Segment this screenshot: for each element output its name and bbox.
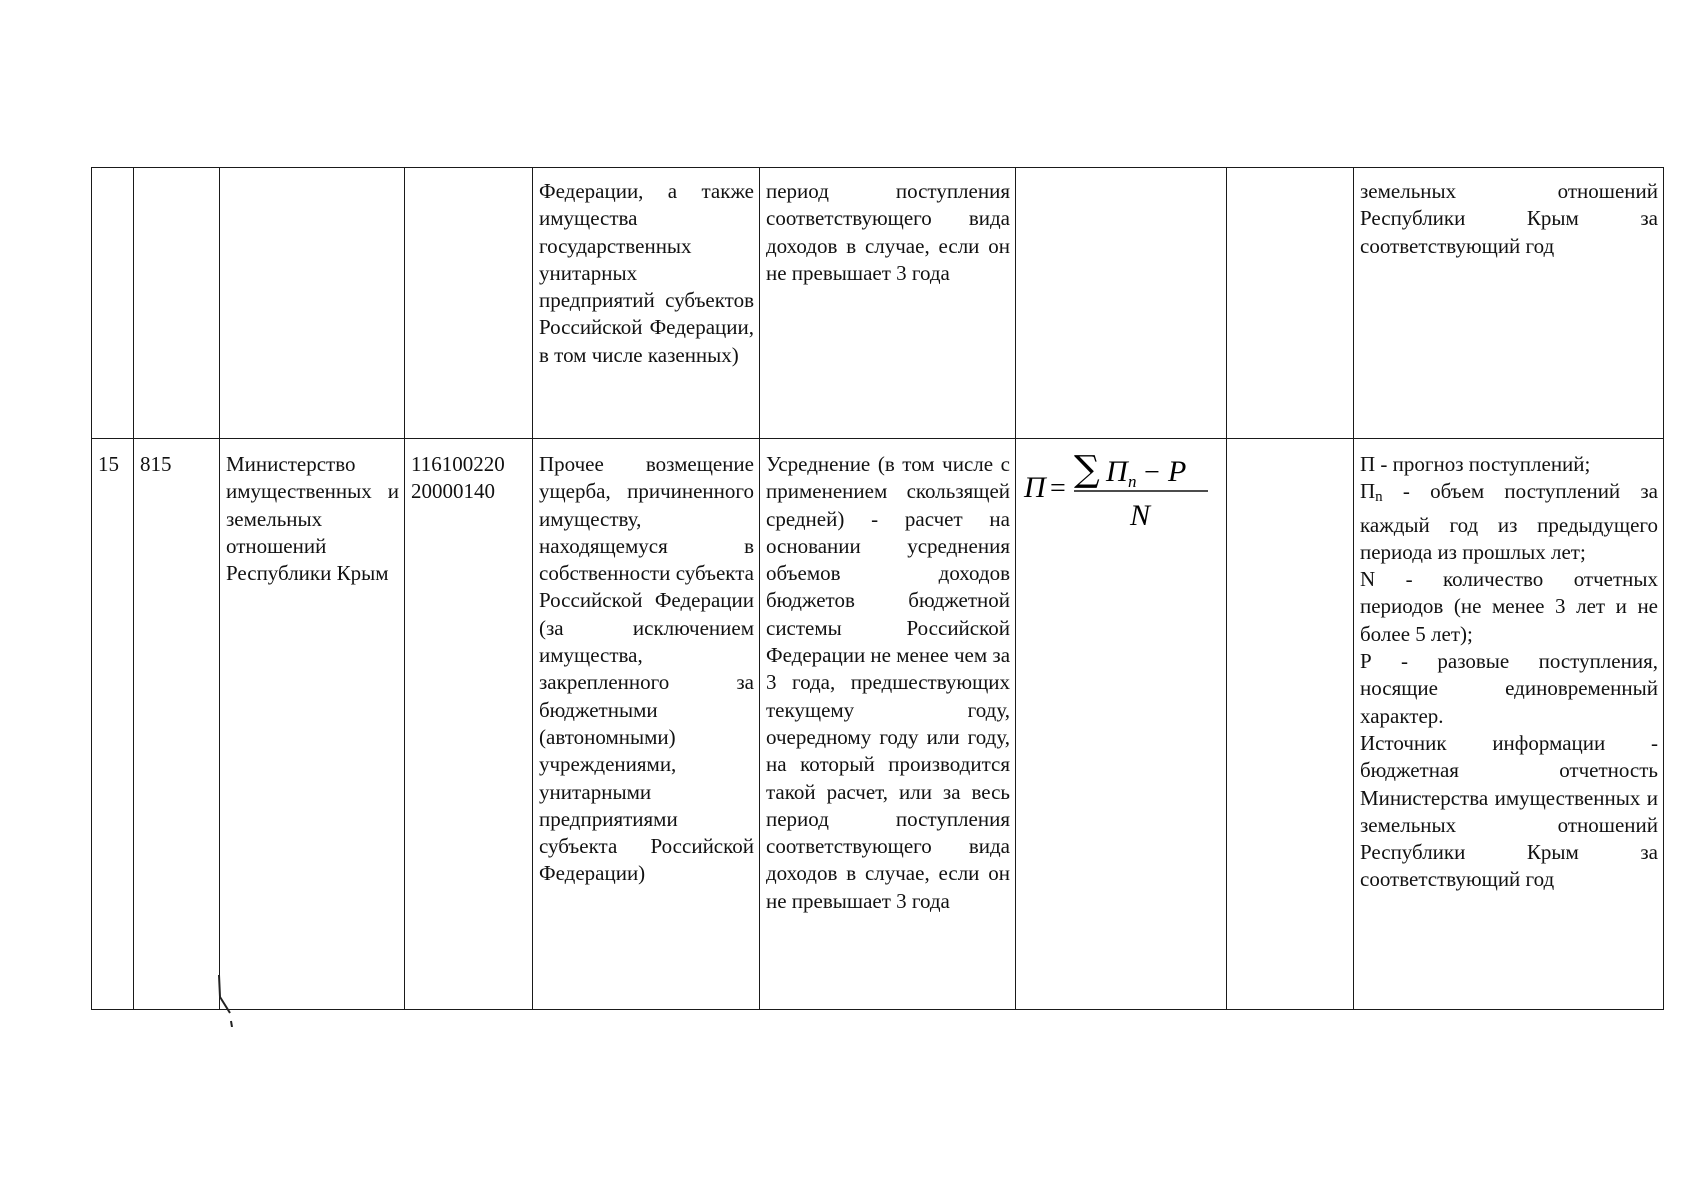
formula-cell <box>1016 439 1227 1010</box>
cell-admin-code <box>134 168 220 439</box>
kbk-code-part1: 116100220 <box>411 452 505 476</box>
cell-income-name <box>533 168 760 439</box>
pen-mark <box>216 975 238 1027</box>
cell-formula <box>1016 168 1227 439</box>
formula-minus: − <box>1144 457 1160 488</box>
legend-forecast: П - прогноз поступлений; <box>1360 452 1591 476</box>
kbk-code <box>405 439 533 1010</box>
cell-admin-name <box>220 168 405 439</box>
method-text: период поступления соответствующего вида доходов в случае, если он не превышает 3 года <box>766 179 1010 285</box>
formula-denominator: N <box>1130 499 1151 532</box>
formula-equals: = <box>1050 473 1066 504</box>
admin-code: 815 <box>134 439 220 1010</box>
formula-subscript: n <box>1128 472 1137 491</box>
row-number: 15 <box>92 439 134 1010</box>
formula-legend <box>1354 439 1664 1010</box>
income-name: Прочее возмещение ущерба, причиненного имуществу, находящемуся в собственности субъекта Российской Федерации (за исключением имущества, закрепленного за бюджетными (автономными) учреждениями, унитарными предприятиями субъекта Российской Федерации) <box>533 439 760 1010</box>
cell-kbk <box>405 168 533 439</box>
cell-extra-15 <box>1227 439 1354 1010</box>
legend-source: Источник информации - бюджетная отчетность Министерства имущественных и земельных отношений Республики Крым за соответствующий год <box>1360 730 1658 892</box>
table-row-15 <box>92 439 1664 1010</box>
cell-number <box>92 168 134 439</box>
formula-p: P <box>1168 455 1187 488</box>
admin-name: Министерство имущественных и земельных отношений Республики Крым <box>220 439 405 1010</box>
forecast-formula <box>1022 447 1222 539</box>
formula-var: П <box>1106 455 1128 488</box>
formula-lhs: П <box>1024 471 1046 504</box>
cell-notes <box>1354 168 1664 439</box>
cell-extra <box>1227 168 1354 439</box>
legend-volume: $П_n$ - объем поступлений за каждый год из предыдущего периода из прошлых лет; <box>1360 479 1658 564</box>
notes-text: земельных отношений Республики Крым за соответствующий год <box>1360 179 1658 258</box>
income-name-text: Федерации, а также имущества государственных унитарных предприятий субъектов Российской Федерации, в том числе казенных) <box>539 179 754 367</box>
cell-method <box>760 168 1016 439</box>
legend-one-time: Р - разовые поступления, носящие единовременный характер. <box>1360 649 1658 728</box>
table-row-continuation <box>92 168 1664 439</box>
legend-periods: N - количество отчетных периодов (не менее 3 лет и не более 5 лет); <box>1360 567 1658 646</box>
kbk-code-part2: 20000140 <box>411 479 495 504</box>
forecast-methodology-table <box>91 167 1664 1010</box>
formula-sum-sign: ∑ <box>1074 449 1100 490</box>
calculation-method: Усреднение (в том числе с применением скользящей средней) - расчет на основании усреднения объемов доходов бюджетов бюджетной системы Российской Федерации не менее чем за 3 года, предшествующих текущему году, очередному году или году, на который производится такой расчет, или за весь период поступления соответствующего вида доходов в случае, если он не превышает 3 года <box>760 439 1016 1010</box>
